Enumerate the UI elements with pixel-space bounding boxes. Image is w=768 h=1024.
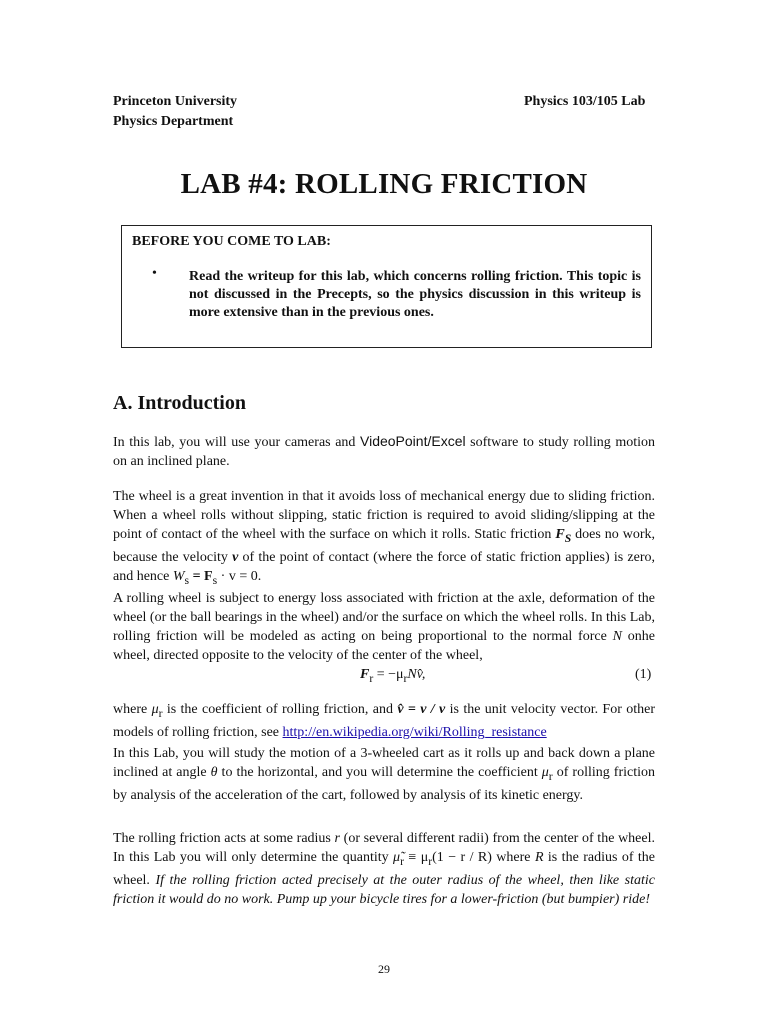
text-run: onhe wheel, directed opposite to the velocity of the center of the wheel, xyxy=(113,629,655,663)
header-institution xyxy=(113,92,237,132)
page-title: LAB #4: ROLLING FRICTION xyxy=(180,168,588,200)
subscript: r xyxy=(428,854,433,868)
subscript: r xyxy=(158,706,163,720)
text-run: is the unit velocity vector. For other models of rolling friction, see xyxy=(113,702,656,740)
page-number: 29 xyxy=(378,962,390,976)
equation-work xyxy=(172,568,262,587)
text-run: In this Lab, you will study the motion of a 3-wheeled cart as it rolls up and back down a plane inclined at angle xyxy=(113,746,655,780)
prelab-heading: BEFORE YOU COME TO LAB: xyxy=(132,234,331,249)
symbol-v: v xyxy=(232,549,239,565)
subscript: s xyxy=(212,573,218,587)
text-run: does no work, because the velocity xyxy=(113,527,656,565)
header-course: Physics 103/105 Lab xyxy=(524,94,646,109)
symbol-mu-tilde: μ̃ xyxy=(393,850,401,865)
italic-remark: If the rolling friction acted precisely at the outer radius of the wheel, then like static friction it would do no work. Pump up your bicycle tires for a lower-friction (but bumpier) ride! xyxy=(113,872,655,907)
unit-vector: v̂ = v / v xyxy=(397,702,446,717)
symbol-theta: θ xyxy=(210,765,218,780)
text-run: The rolling friction acts at some radius xyxy=(113,831,335,846)
equation-1 xyxy=(360,667,425,685)
header-university: Princeton University xyxy=(113,94,238,109)
symbol-mu: μ xyxy=(151,702,159,717)
subscript: r xyxy=(400,854,404,868)
subscript: s xyxy=(184,573,190,587)
text-run: (1 − r / R) xyxy=(432,850,492,865)
subscript: r xyxy=(403,671,408,685)
prelab-box xyxy=(121,225,652,348)
text-run: software to study rolling motion on an inclined plane. xyxy=(113,435,655,469)
text-run: where xyxy=(491,850,535,865)
symbol-Fs xyxy=(555,527,572,545)
subscript: r xyxy=(369,671,374,685)
symbol-R: R xyxy=(534,850,544,865)
text-run: (or several different radii) from the center of the wheel. In this Lab you will only determine the quantity xyxy=(113,831,655,865)
intro-paragraph-3 xyxy=(113,589,655,665)
text-run: Nv̂, xyxy=(407,667,426,682)
section-heading-introduction: A. Introduction xyxy=(113,392,246,414)
intro-paragraph-5 xyxy=(113,744,655,805)
header-department: Physics Department xyxy=(113,114,234,129)
text-run: is the coefficient of rolling friction, and xyxy=(162,702,398,717)
prelab-bullet-text: Read the writeup for this lab, which concerns rolling friction. This topic is not discussed in the Precepts, so the physics discussion in this writeup is more extensive than in the previous ones. xyxy=(189,269,641,320)
subscript: r xyxy=(548,769,553,783)
intro-paragraph-6 xyxy=(113,829,655,909)
symbol-W: W xyxy=(172,568,185,584)
intro-paragraph-2 xyxy=(113,487,655,590)
symbol-N: N xyxy=(612,629,622,644)
text-run: In this lab, you will use your cameras and xyxy=(113,435,360,450)
text-run: of the point of contact (where the force of static friction applies) is zero, and hence xyxy=(113,549,655,584)
software-name: VideoPoint/Excel xyxy=(360,433,466,449)
equation-number: (1) xyxy=(635,667,652,682)
intro-paragraph-4 xyxy=(113,700,655,742)
text-run: is the radius of the wheel. xyxy=(113,850,656,888)
text-run: ≡ μ xyxy=(403,850,429,865)
wikipedia-link[interactable]: http://en.wikipedia.org/wiki/Rolling_resistance xyxy=(282,724,547,740)
equation-mu-tilde xyxy=(393,850,492,868)
subscript: S xyxy=(564,531,572,545)
intro-paragraph-1 xyxy=(113,432,655,471)
bullet-icon: • xyxy=(152,266,157,281)
text-run: The wheel is a great invention in that it avoids loss of mechanical energy due to sliding friction. When a wheel rolls without slipping, static friction is required to avoid sliding/slipping at the point of contact of the wheel with the surface on which it rolls. Static friction xyxy=(113,489,655,542)
text-run: where xyxy=(113,702,152,717)
text-run: = −μ xyxy=(373,667,404,682)
symbol-r: r xyxy=(334,831,340,846)
symbol-F: F xyxy=(360,667,370,682)
text-run: of rolling friction by analysis of the acceleration of the cart, followed by analysis of its kinetic energy. xyxy=(113,765,655,803)
text-run: A rolling wheel is subject to energy loss associated with friction at the axle, deformation of the wheel (or the ball bearings in the wheel) and/or the surface on which the wheel rolls. In this Lab, rolling friction will be modeled as acting on being proportional to the normal force xyxy=(113,591,655,644)
text-run: · v = 0. xyxy=(217,568,262,584)
symbol-F: = F xyxy=(189,568,213,584)
symbol-F: F xyxy=(555,527,565,542)
symbol-mu: μ xyxy=(541,765,549,780)
text-run: to the horizontal, and you will determine the coefficient xyxy=(217,765,542,780)
